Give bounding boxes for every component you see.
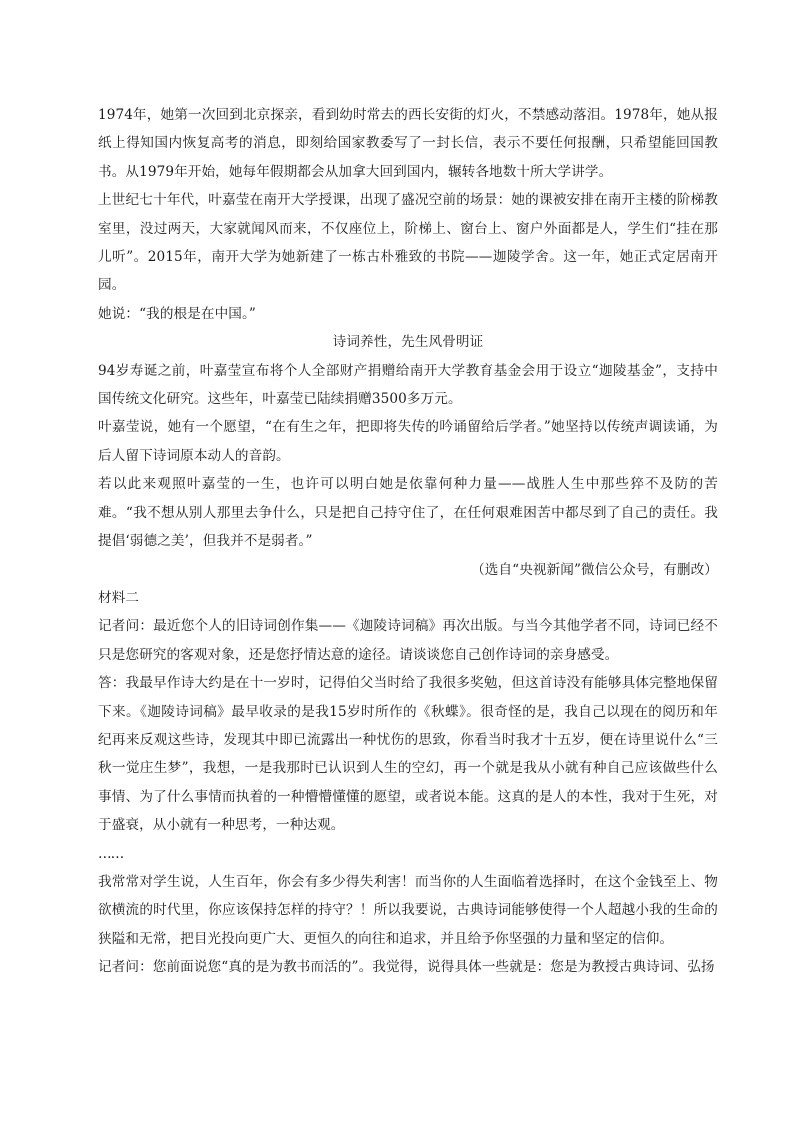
interview-answer-1: 答：我最早作诗大约是在十一岁时，记得伯父当时给了我很多奖勉，但这首诗没有能够具体完整地保留下来。《迦陵诗词稿》最早收录的是我15岁时所作的《秋蝶》。很奇怪的是，我自己以现在的阅历和年纪再来反观这些诗，发现其中即已流露出一种忧伤的思致，你看当时我才十五岁，便在诗里说什么“三秋一觉庄生梦”，我想，一是我那时已认识到人生的空幻，再一个就是我从小就有种自己应该做些什么事情、为了什么事情而执着的一种懵懵懂懂的愿望，或者说本能。这真的是人的本性，我对于生死，对于盛衰，从小就有一种思考，一种达观。 [98, 675, 718, 834]
ellipsis-separator: …… [98, 845, 124, 862]
paragraph-roots-quote: 她说：“我的根是在中国。” [98, 305, 256, 322]
interview-question-2: 记者问：您前面说您“真的是为教书而活的”。我觉得，说得具体一些就是：您是为教授古典诗词、弘扬 [98, 959, 715, 976]
section-heading: 诗词养性，先生风骨明证 [332, 334, 484, 351]
paragraph-wish-chanting: 叶嘉莹说，她有一个愿望，“在有生之年，把即将失传的吟诵留给后学者。”她坚持以传统声调读诵，为后人留下诗词原本动人的音韵。 [98, 419, 718, 464]
material-two-label: 材料二 [98, 589, 140, 606]
article-body [98, 101, 718, 982]
paragraph-donation: 94岁寿诞之前，叶嘉莹宣布将个人全部财产捐赠给南开大学教育基金会用于设立“迦陵基金”，支持中国传统文化研究。这些年，叶嘉莹已陆续捐赠3500多万元。 [98, 362, 718, 408]
source-citation: （选自“央视新闻”微信公众号，有删改） [471, 561, 718, 578]
paragraph-1974-return: 1974年，她第一次回到北京探亲，看到幼时常去的西长安街的灯火，不禁感动落泪。1978年，她从报纸上得知国内恢复高考的消息，即刻给国家教委写了一封长信，表示不要任何报酬，只希望能回国教书。从1979年开始，她每年假期都会从加拿大回到国内，辗转各地数十所大学讲学。 [98, 107, 718, 180]
interview-question-1: 记者问：最近您个人的旧诗词创作集——《迦陵诗词稿》再次出版。与当今其他学者不同，诗词已经不只是您研究的客观对象，还是您抒情达意的途径。请谈谈您自己创作诗词的亲身感受。 [98, 618, 718, 663]
paragraph-students-advice: 我常常对学生说，人生百年，你会有多少得失利害！而当你的人生面临着选择时，在这个金钱至上、物欲横流的时代里，你应该保持怎样的持守？！所以我要说，古典诗词能够使得一个人超越小我的生命的狭隘和无常，把目光投向更广大、更恒久的向往和追求，并且给予你坚强的力量和坚定的信仰。 [98, 873, 718, 947]
paragraph-nankai-lectures: 上世纪七十年代，叶嘉莹在南开大学授课，出现了盛况空前的场景：她的课被安排在南开主楼的阶梯教室里，没过两天，大家就闻风而来，不仅座位上，阶梯上、窗台上、窗户外面都是人，学生们“挂在那儿听”。2015年，南开大学为她新建了一栋古朴雅致的书院——迦陵学舍。这一年，她正式定居南开园。 [98, 192, 718, 294]
paragraph-strength: 若以此来观照叶嘉莹的一生，也许可以明白她是依靠何种力量——战胜人生中那些猝不及防的苦难。“我不想从别人那里去争什么，只是把自己持守住了，在任何艰难困苦中都尽到了自己的责任。我提倡‘弱德之美’，但我并不是弱者。” [98, 476, 718, 550]
